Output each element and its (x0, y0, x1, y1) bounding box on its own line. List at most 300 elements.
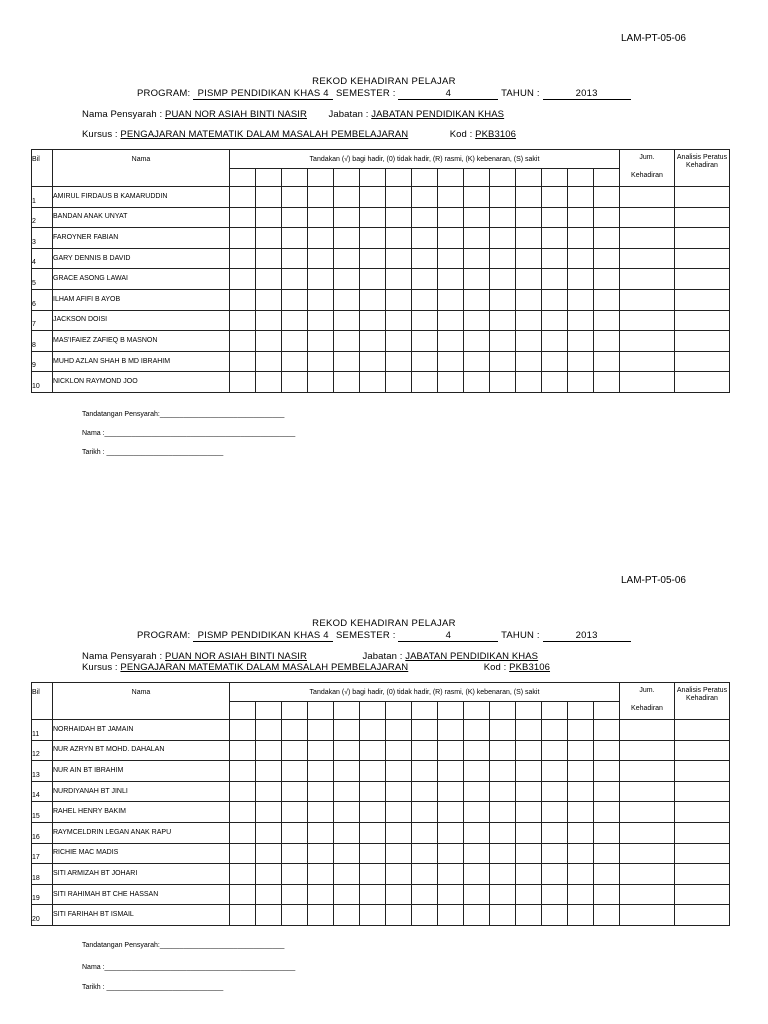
attendance-mark-cell[interactable] (334, 761, 360, 782)
attendance-mark-cell[interactable] (230, 269, 256, 290)
attendance-mark-cell[interactable] (594, 864, 620, 885)
attendance-mark-cell[interactable] (256, 761, 282, 782)
attendance-mark-cell[interactable] (412, 864, 438, 885)
attendance-mark-cell[interactable] (542, 269, 568, 290)
attendance-mark-cell[interactable] (412, 187, 438, 208)
attendance-mark-cell[interactable] (412, 248, 438, 269)
attendance-mark-cell[interactable] (230, 843, 256, 864)
attendance-mark-cell[interactable] (594, 269, 620, 290)
attendance-mark-cell[interactable] (412, 351, 438, 372)
attendance-mark-cell[interactable] (308, 248, 334, 269)
attendance-mark-cell[interactable] (568, 781, 594, 802)
attendance-mark-cell[interactable] (334, 269, 360, 290)
attendance-mark-cell[interactable] (386, 761, 412, 782)
attendance-mark-cell[interactable] (230, 289, 256, 310)
attendance-mark-cell[interactable] (490, 207, 516, 228)
attendance-mark-cell[interactable] (256, 781, 282, 802)
attendance-mark-cell[interactable] (542, 720, 568, 741)
attendance-mark-cell[interactable] (568, 228, 594, 249)
attendance-mark-cell[interactable] (308, 310, 334, 331)
attendance-mark-cell[interactable] (308, 351, 334, 372)
attendance-mark-cell[interactable] (360, 372, 386, 393)
attendance-mark-cell[interactable] (282, 187, 308, 208)
attendance-mark-cell[interactable] (360, 269, 386, 290)
attendance-mark-cell[interactable] (516, 351, 542, 372)
attendance-mark-cell[interactable] (230, 720, 256, 741)
attendance-mark-cell[interactable] (516, 802, 542, 823)
attendance-mark-cell[interactable] (594, 372, 620, 393)
attendance-mark-cell[interactable] (386, 884, 412, 905)
jum-kehadiran-cell[interactable] (620, 310, 675, 331)
attendance-mark-cell[interactable] (360, 187, 386, 208)
attendance-mark-cell[interactable] (516, 228, 542, 249)
attendance-mark-cell[interactable] (464, 187, 490, 208)
attendance-mark-cell[interactable] (464, 781, 490, 802)
attendance-mark-cell[interactable] (438, 269, 464, 290)
attendance-mark-cell[interactable] (594, 289, 620, 310)
analisis-cell[interactable] (675, 331, 730, 352)
attendance-mark-cell[interactable] (282, 802, 308, 823)
attendance-mark-cell[interactable] (308, 822, 334, 843)
attendance-mark-cell[interactable] (412, 761, 438, 782)
jum-kehadiran-cell[interactable] (620, 781, 675, 802)
attendance-mark-cell[interactable] (230, 228, 256, 249)
attendance-mark-cell[interactable] (438, 187, 464, 208)
analisis-cell[interactable] (675, 248, 730, 269)
attendance-mark-cell[interactable] (386, 781, 412, 802)
attendance-mark-cell[interactable] (594, 720, 620, 741)
attendance-mark-cell[interactable] (282, 843, 308, 864)
attendance-mark-cell[interactable] (594, 905, 620, 926)
attendance-mark-cell[interactable] (360, 228, 386, 249)
attendance-mark-cell[interactable] (594, 331, 620, 352)
jum-kehadiran-cell[interactable] (620, 228, 675, 249)
attendance-mark-cell[interactable] (360, 864, 386, 885)
attendance-mark-cell[interactable] (282, 351, 308, 372)
attendance-mark-cell[interactable] (464, 207, 490, 228)
attendance-mark-cell[interactable] (568, 740, 594, 761)
jum-kehadiran-cell[interactable] (620, 822, 675, 843)
attendance-mark-cell[interactable] (308, 187, 334, 208)
attendance-mark-cell[interactable] (568, 269, 594, 290)
attendance-mark-cell[interactable] (464, 905, 490, 926)
jum-kehadiran-cell[interactable] (620, 802, 675, 823)
attendance-mark-cell[interactable] (542, 351, 568, 372)
jum-kehadiran-cell[interactable] (620, 269, 675, 290)
attendance-mark-cell[interactable] (230, 331, 256, 352)
analisis-cell[interactable] (675, 802, 730, 823)
attendance-mark-cell[interactable] (386, 843, 412, 864)
attendance-mark-cell[interactable] (438, 781, 464, 802)
attendance-mark-cell[interactable] (438, 310, 464, 331)
attendance-mark-cell[interactable] (594, 310, 620, 331)
jum-kehadiran-cell[interactable] (620, 372, 675, 393)
jum-kehadiran-cell[interactable] (620, 843, 675, 864)
attendance-mark-cell[interactable] (594, 802, 620, 823)
attendance-mark-cell[interactable] (308, 905, 334, 926)
attendance-mark-cell[interactable] (438, 289, 464, 310)
attendance-mark-cell[interactable] (282, 720, 308, 741)
attendance-mark-cell[interactable] (230, 207, 256, 228)
analisis-cell[interactable] (675, 761, 730, 782)
attendance-mark-cell[interactable] (360, 802, 386, 823)
attendance-mark-cell[interactable] (568, 187, 594, 208)
attendance-mark-cell[interactable] (594, 884, 620, 905)
attendance-mark-cell[interactable] (542, 822, 568, 843)
attendance-mark-cell[interactable] (386, 740, 412, 761)
attendance-mark-cell[interactable] (360, 761, 386, 782)
attendance-mark-cell[interactable] (464, 248, 490, 269)
attendance-mark-cell[interactable] (256, 720, 282, 741)
attendance-mark-cell[interactable] (386, 822, 412, 843)
attendance-mark-cell[interactable] (230, 187, 256, 208)
analisis-cell[interactable] (675, 269, 730, 290)
attendance-mark-cell[interactable] (516, 822, 542, 843)
attendance-mark-cell[interactable] (230, 864, 256, 885)
attendance-mark-cell[interactable] (412, 884, 438, 905)
attendance-mark-cell[interactable] (412, 228, 438, 249)
attendance-mark-cell[interactable] (594, 187, 620, 208)
attendance-mark-cell[interactable] (334, 905, 360, 926)
attendance-mark-cell[interactable] (334, 864, 360, 885)
attendance-mark-cell[interactable] (386, 802, 412, 823)
attendance-mark-cell[interactable] (542, 843, 568, 864)
attendance-mark-cell[interactable] (438, 822, 464, 843)
attendance-mark-cell[interactable] (516, 289, 542, 310)
attendance-mark-cell[interactable] (282, 761, 308, 782)
attendance-mark-cell[interactable] (282, 884, 308, 905)
attendance-mark-cell[interactable] (360, 740, 386, 761)
attendance-mark-cell[interactable] (568, 761, 594, 782)
attendance-mark-cell[interactable] (256, 310, 282, 331)
attendance-mark-cell[interactable] (542, 187, 568, 208)
attendance-mark-cell[interactable] (594, 351, 620, 372)
attendance-mark-cell[interactable] (360, 310, 386, 331)
attendance-mark-cell[interactable] (282, 331, 308, 352)
attendance-mark-cell[interactable] (230, 351, 256, 372)
attendance-mark-cell[interactable] (438, 802, 464, 823)
attendance-mark-cell[interactable] (386, 864, 412, 885)
attendance-mark-cell[interactable] (282, 207, 308, 228)
attendance-mark-cell[interactable] (542, 372, 568, 393)
attendance-mark-cell[interactable] (386, 351, 412, 372)
attendance-mark-cell[interactable] (308, 761, 334, 782)
attendance-mark-cell[interactable] (308, 720, 334, 741)
attendance-mark-cell[interactable] (542, 761, 568, 782)
attendance-mark-cell[interactable] (334, 822, 360, 843)
attendance-mark-cell[interactable] (438, 331, 464, 352)
attendance-mark-cell[interactable] (490, 331, 516, 352)
attendance-mark-cell[interactable] (308, 802, 334, 823)
attendance-mark-cell[interactable] (516, 843, 542, 864)
analisis-cell[interactable] (675, 740, 730, 761)
attendance-mark-cell[interactable] (542, 310, 568, 331)
attendance-mark-cell[interactable] (360, 720, 386, 741)
attendance-mark-cell[interactable] (516, 331, 542, 352)
attendance-mark-cell[interactable] (412, 781, 438, 802)
attendance-mark-cell[interactable] (568, 802, 594, 823)
attendance-mark-cell[interactable] (282, 905, 308, 926)
jum-kehadiran-cell[interactable] (620, 248, 675, 269)
attendance-mark-cell[interactable] (542, 289, 568, 310)
attendance-mark-cell[interactable] (386, 310, 412, 331)
attendance-mark-cell[interactable] (308, 207, 334, 228)
attendance-mark-cell[interactable] (464, 802, 490, 823)
attendance-mark-cell[interactable] (464, 740, 490, 761)
attendance-mark-cell[interactable] (542, 884, 568, 905)
attendance-mark-cell[interactable] (542, 248, 568, 269)
jum-kehadiran-cell[interactable] (620, 720, 675, 741)
attendance-mark-cell[interactable] (230, 822, 256, 843)
attendance-mark-cell[interactable] (308, 740, 334, 761)
analisis-cell[interactable] (675, 822, 730, 843)
attendance-mark-cell[interactable] (438, 843, 464, 864)
attendance-mark-cell[interactable] (568, 864, 594, 885)
attendance-mark-cell[interactable] (516, 761, 542, 782)
attendance-mark-cell[interactable] (412, 822, 438, 843)
attendance-mark-cell[interactable] (256, 331, 282, 352)
attendance-mark-cell[interactable] (386, 289, 412, 310)
attendance-mark-cell[interactable] (308, 331, 334, 352)
attendance-mark-cell[interactable] (334, 843, 360, 864)
attendance-mark-cell[interactable] (490, 781, 516, 802)
attendance-mark-cell[interactable] (282, 781, 308, 802)
attendance-mark-cell[interactable] (230, 310, 256, 331)
attendance-mark-cell[interactable] (412, 720, 438, 741)
attendance-mark-cell[interactable] (438, 905, 464, 926)
attendance-mark-cell[interactable] (282, 269, 308, 290)
attendance-mark-cell[interactable] (568, 310, 594, 331)
attendance-mark-cell[interactable] (490, 905, 516, 926)
attendance-mark-cell[interactable] (360, 905, 386, 926)
attendance-mark-cell[interactable] (308, 228, 334, 249)
attendance-mark-cell[interactable] (360, 331, 386, 352)
analisis-cell[interactable] (675, 884, 730, 905)
attendance-mark-cell[interactable] (308, 289, 334, 310)
attendance-mark-cell[interactable] (568, 372, 594, 393)
attendance-mark-cell[interactable] (412, 310, 438, 331)
attendance-mark-cell[interactable] (594, 248, 620, 269)
jum-kehadiran-cell[interactable] (620, 207, 675, 228)
attendance-mark-cell[interactable] (256, 228, 282, 249)
attendance-mark-cell[interactable] (334, 884, 360, 905)
attendance-mark-cell[interactable] (490, 310, 516, 331)
attendance-mark-cell[interactable] (308, 269, 334, 290)
analisis-cell[interactable] (675, 905, 730, 926)
attendance-mark-cell[interactable] (542, 802, 568, 823)
attendance-mark-cell[interactable] (568, 207, 594, 228)
attendance-mark-cell[interactable] (568, 289, 594, 310)
attendance-mark-cell[interactable] (490, 864, 516, 885)
attendance-mark-cell[interactable] (412, 802, 438, 823)
attendance-mark-cell[interactable] (568, 822, 594, 843)
attendance-mark-cell[interactable] (256, 207, 282, 228)
attendance-mark-cell[interactable] (282, 248, 308, 269)
attendance-mark-cell[interactable] (438, 864, 464, 885)
analisis-cell[interactable] (675, 720, 730, 741)
attendance-mark-cell[interactable] (438, 740, 464, 761)
attendance-mark-cell[interactable] (412, 269, 438, 290)
attendance-mark-cell[interactable] (256, 351, 282, 372)
attendance-mark-cell[interactable] (464, 372, 490, 393)
jum-kehadiran-cell[interactable] (620, 351, 675, 372)
jum-kehadiran-cell[interactable] (620, 884, 675, 905)
attendance-mark-cell[interactable] (386, 372, 412, 393)
attendance-mark-cell[interactable] (230, 905, 256, 926)
attendance-mark-cell[interactable] (568, 248, 594, 269)
attendance-mark-cell[interactable] (438, 248, 464, 269)
attendance-mark-cell[interactable] (412, 905, 438, 926)
attendance-mark-cell[interactable] (334, 331, 360, 352)
analisis-cell[interactable] (675, 228, 730, 249)
attendance-mark-cell[interactable] (334, 248, 360, 269)
attendance-mark-cell[interactable] (464, 351, 490, 372)
attendance-mark-cell[interactable] (542, 905, 568, 926)
jum-kehadiran-cell[interactable] (620, 740, 675, 761)
attendance-mark-cell[interactable] (412, 289, 438, 310)
attendance-mark-cell[interactable] (386, 269, 412, 290)
attendance-mark-cell[interactable] (490, 269, 516, 290)
attendance-mark-cell[interactable] (334, 187, 360, 208)
attendance-mark-cell[interactable] (516, 207, 542, 228)
attendance-mark-cell[interactable] (282, 228, 308, 249)
attendance-mark-cell[interactable] (256, 740, 282, 761)
attendance-mark-cell[interactable] (516, 310, 542, 331)
attendance-mark-cell[interactable] (516, 269, 542, 290)
attendance-mark-cell[interactable] (282, 310, 308, 331)
attendance-mark-cell[interactable] (360, 207, 386, 228)
attendance-mark-cell[interactable] (334, 802, 360, 823)
jum-kehadiran-cell[interactable] (620, 289, 675, 310)
attendance-mark-cell[interactable] (308, 864, 334, 885)
attendance-mark-cell[interactable] (464, 228, 490, 249)
attendance-mark-cell[interactable] (594, 740, 620, 761)
analisis-cell[interactable] (675, 187, 730, 208)
attendance-mark-cell[interactable] (568, 351, 594, 372)
attendance-mark-cell[interactable] (360, 822, 386, 843)
attendance-mark-cell[interactable] (230, 884, 256, 905)
analisis-cell[interactable] (675, 351, 730, 372)
attendance-mark-cell[interactable] (308, 884, 334, 905)
attendance-mark-cell[interactable] (256, 822, 282, 843)
attendance-mark-cell[interactable] (386, 228, 412, 249)
attendance-mark-cell[interactable] (542, 207, 568, 228)
attendance-mark-cell[interactable] (464, 761, 490, 782)
attendance-mark-cell[interactable] (516, 248, 542, 269)
attendance-mark-cell[interactable] (256, 269, 282, 290)
attendance-mark-cell[interactable] (490, 802, 516, 823)
attendance-mark-cell[interactable] (516, 187, 542, 208)
attendance-mark-cell[interactable] (464, 269, 490, 290)
attendance-mark-cell[interactable] (568, 720, 594, 741)
attendance-mark-cell[interactable] (282, 822, 308, 843)
attendance-mark-cell[interactable] (412, 331, 438, 352)
attendance-mark-cell[interactable] (230, 781, 256, 802)
attendance-mark-cell[interactable] (594, 822, 620, 843)
attendance-mark-cell[interactable] (490, 372, 516, 393)
attendance-mark-cell[interactable] (360, 781, 386, 802)
attendance-mark-cell[interactable] (464, 310, 490, 331)
attendance-mark-cell[interactable] (438, 372, 464, 393)
analisis-cell[interactable] (675, 781, 730, 802)
jum-kehadiran-cell[interactable] (620, 761, 675, 782)
attendance-mark-cell[interactable] (334, 740, 360, 761)
attendance-mark-cell[interactable] (438, 228, 464, 249)
attendance-mark-cell[interactable] (386, 720, 412, 741)
attendance-mark-cell[interactable] (594, 228, 620, 249)
attendance-mark-cell[interactable] (256, 372, 282, 393)
attendance-mark-cell[interactable] (230, 761, 256, 782)
attendance-mark-cell[interactable] (308, 843, 334, 864)
attendance-mark-cell[interactable] (256, 248, 282, 269)
attendance-mark-cell[interactable] (464, 843, 490, 864)
attendance-mark-cell[interactable] (360, 289, 386, 310)
attendance-mark-cell[interactable] (542, 781, 568, 802)
attendance-mark-cell[interactable] (490, 289, 516, 310)
attendance-mark-cell[interactable] (334, 781, 360, 802)
attendance-mark-cell[interactable] (360, 248, 386, 269)
attendance-mark-cell[interactable] (568, 331, 594, 352)
attendance-mark-cell[interactable] (256, 802, 282, 823)
attendance-mark-cell[interactable] (334, 720, 360, 741)
attendance-mark-cell[interactable] (412, 372, 438, 393)
attendance-mark-cell[interactable] (594, 781, 620, 802)
attendance-mark-cell[interactable] (334, 289, 360, 310)
attendance-mark-cell[interactable] (256, 187, 282, 208)
attendance-mark-cell[interactable] (282, 740, 308, 761)
attendance-mark-cell[interactable] (360, 351, 386, 372)
attendance-mark-cell[interactable] (412, 207, 438, 228)
attendance-mark-cell[interactable] (438, 761, 464, 782)
attendance-mark-cell[interactable] (490, 248, 516, 269)
attendance-mark-cell[interactable] (282, 864, 308, 885)
attendance-mark-cell[interactable] (334, 207, 360, 228)
attendance-mark-cell[interactable] (464, 720, 490, 741)
jum-kehadiran-cell[interactable] (620, 864, 675, 885)
attendance-mark-cell[interactable] (282, 372, 308, 393)
attendance-mark-cell[interactable] (464, 884, 490, 905)
attendance-mark-cell[interactable] (542, 740, 568, 761)
attendance-mark-cell[interactable] (490, 228, 516, 249)
attendance-mark-cell[interactable] (230, 372, 256, 393)
attendance-mark-cell[interactable] (516, 781, 542, 802)
attendance-mark-cell[interactable] (256, 905, 282, 926)
attendance-mark-cell[interactable] (516, 884, 542, 905)
attendance-mark-cell[interactable] (516, 720, 542, 741)
attendance-mark-cell[interactable] (230, 802, 256, 823)
attendance-mark-cell[interactable] (594, 761, 620, 782)
attendance-mark-cell[interactable] (308, 372, 334, 393)
attendance-mark-cell[interactable] (438, 720, 464, 741)
attendance-mark-cell[interactable] (412, 843, 438, 864)
attendance-mark-cell[interactable] (360, 843, 386, 864)
attendance-mark-cell[interactable] (386, 248, 412, 269)
attendance-mark-cell[interactable] (568, 905, 594, 926)
attendance-mark-cell[interactable] (256, 884, 282, 905)
attendance-mark-cell[interactable] (438, 884, 464, 905)
analisis-cell[interactable] (675, 310, 730, 331)
attendance-mark-cell[interactable] (386, 187, 412, 208)
attendance-mark-cell[interactable] (464, 864, 490, 885)
attendance-mark-cell[interactable] (490, 761, 516, 782)
attendance-mark-cell[interactable] (490, 351, 516, 372)
attendance-mark-cell[interactable] (568, 843, 594, 864)
attendance-mark-cell[interactable] (542, 331, 568, 352)
attendance-mark-cell[interactable] (490, 187, 516, 208)
attendance-mark-cell[interactable] (490, 884, 516, 905)
analisis-cell[interactable] (675, 864, 730, 885)
attendance-mark-cell[interactable] (464, 822, 490, 843)
